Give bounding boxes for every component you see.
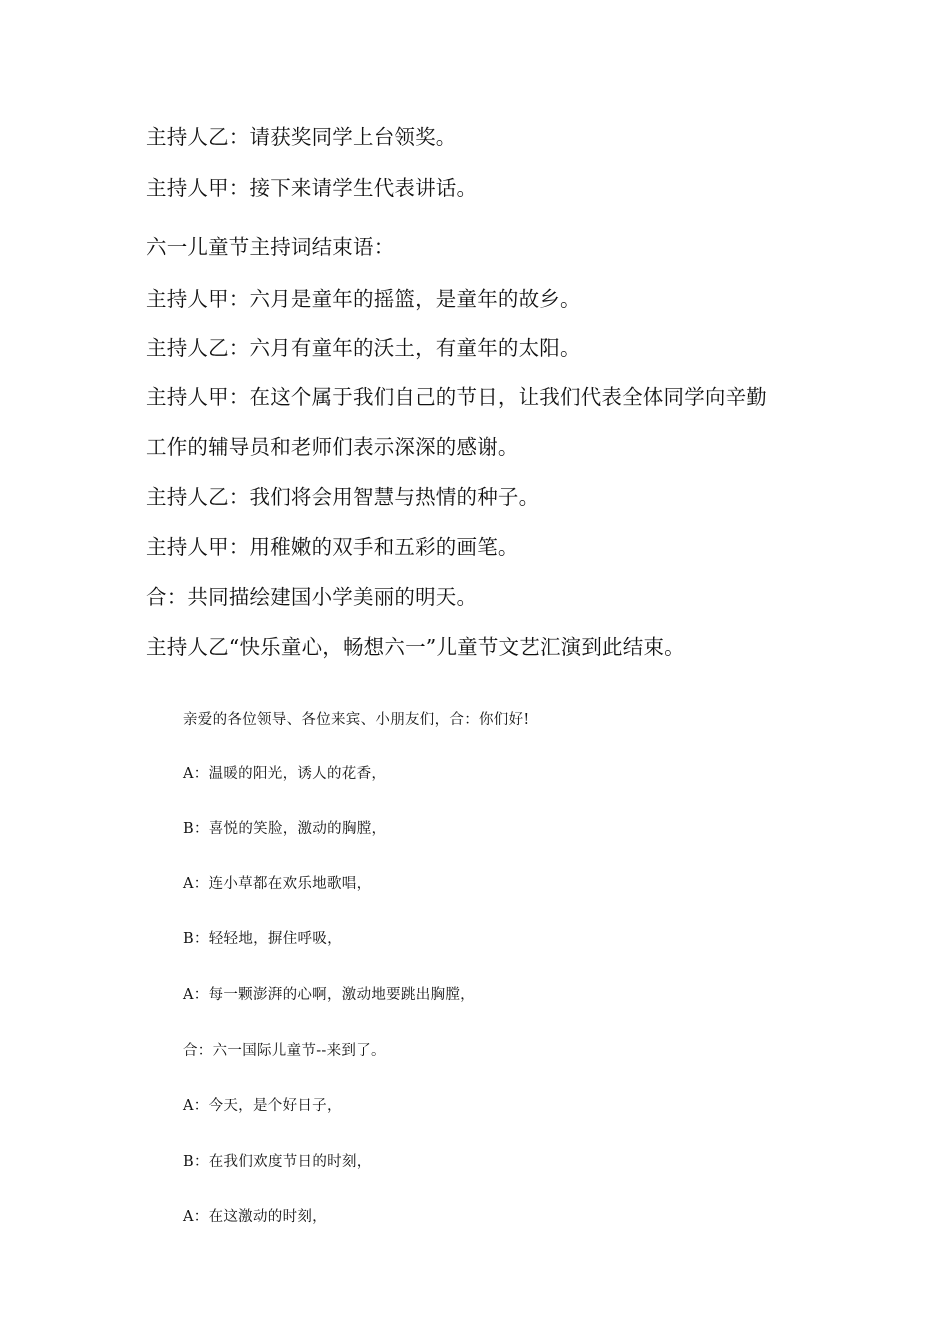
script-line: A：温暖的阳光，诱人的花香， xyxy=(183,766,387,782)
speech-line: 主持人甲：六月是童年的摇篮，是童年的故乡。 xyxy=(146,287,581,311)
script-line: A：在这激动的时刻， xyxy=(183,1209,327,1225)
speech-line: 主持人乙：请获奖同学上台领奖。 xyxy=(146,125,457,149)
script-line: A：今天，是个好日子， xyxy=(183,1098,342,1114)
script-line: B：喜悦的笑脸，激动的胸膛， xyxy=(183,821,387,837)
speech-line: 主持人甲：在这个属于我们自己的节日，让我们代表全体同学向辛勤 xyxy=(146,385,767,409)
speech-line: 合：共同描绘建国小学美丽的明天。 xyxy=(146,585,478,609)
speech-line: 主持人甲：接下来请学生代表讲话。 xyxy=(146,176,478,200)
script-line: A：每一颗澎湃的心啊，激动地要跳出胸膛， xyxy=(183,987,475,1003)
speech-line: 主持人乙：我们将会用智慧与热情的种子。 xyxy=(146,485,540,509)
section-heading: 六一儿童节主持词结束语： xyxy=(146,235,395,259)
speech-line: 工作的辅导员和老师们表示深深的感谢。 xyxy=(146,435,519,459)
script-line: 亲爱的各位领导、各位来宾、小朋友们，合：你们好! xyxy=(183,712,530,728)
speech-line: 主持人乙：六月有童年的沃土，有童年的太阳。 xyxy=(146,336,581,360)
script-line: B：轻轻地，摒住呼吸， xyxy=(183,931,342,947)
script-line: B：在我们欢度节日的时刻， xyxy=(183,1154,372,1170)
speech-line: 主持人乙“快乐童心，畅想六一”儿童节文艺汇演到此结束。 xyxy=(146,635,685,659)
speech-line: 主持人甲：用稚嫩的双手和五彩的画笔。 xyxy=(146,535,519,559)
script-line: A：连小草都在欢乐地歌唱， xyxy=(183,876,372,892)
script-line: 合：六一国际儿童节--来到了。 xyxy=(183,1043,386,1059)
